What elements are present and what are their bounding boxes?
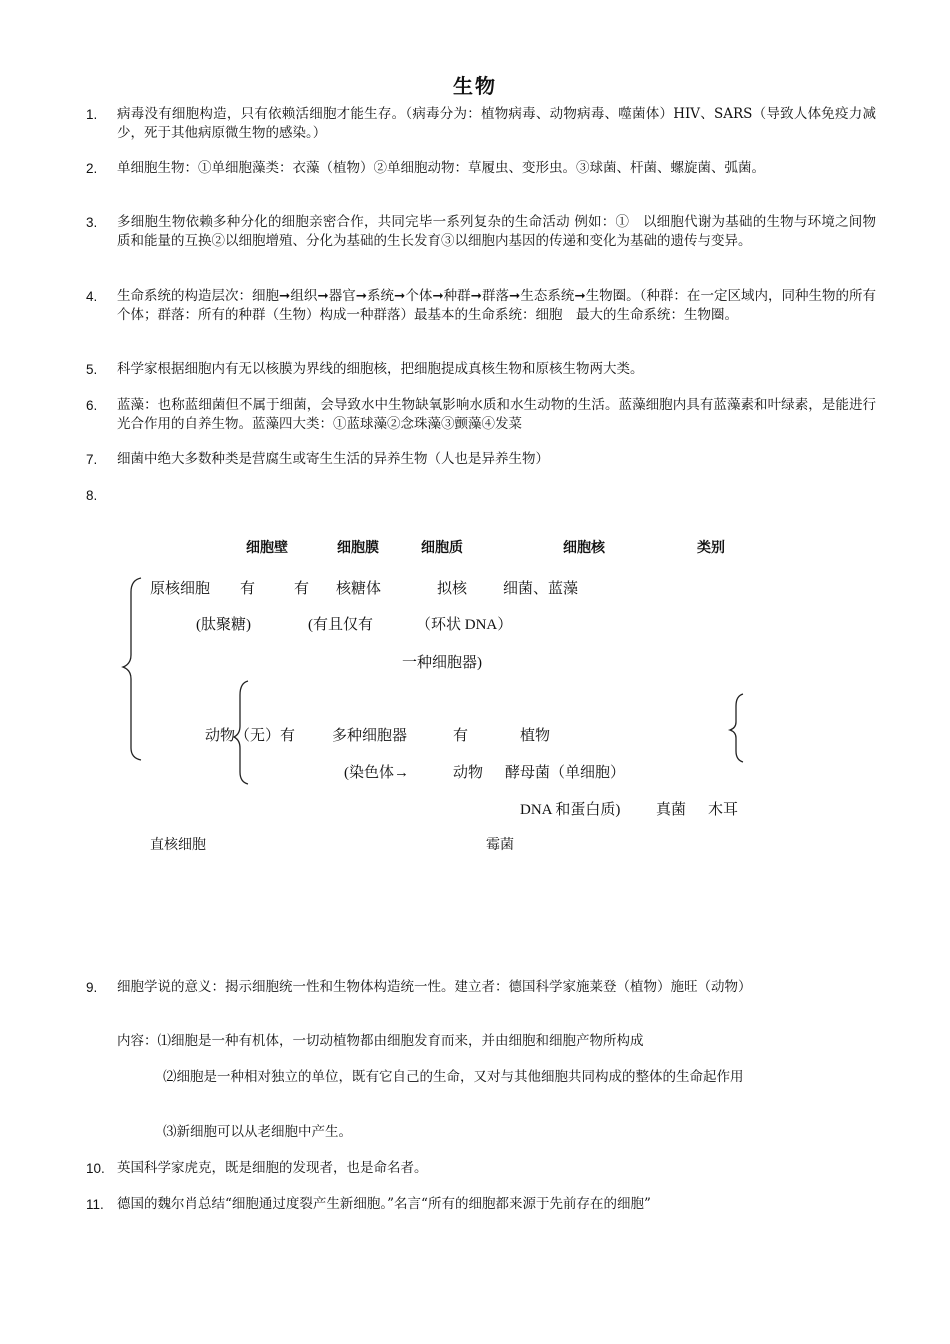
content-line-2: ⑵细胞是一种相对独立的单位，既有它自己的生命，又对与其他细胞共同构成的整体的生命起作用 <box>163 1069 744 1085</box>
item-number: 11. <box>86 1197 104 1212</box>
content-line-1: 内容：⑴细胞是一种有机体，一切动植物都由细胞发育而来，并由细胞和细胞产物所构成 <box>117 1033 644 1049</box>
item-number: 4. <box>86 289 98 304</box>
cell-text: (染色体→ <box>344 765 409 781</box>
item-text: 单细胞生物：①单细胞藻类：衣藻（植物）②单细胞动物：草履虫、变形虫。③球菌、杆菌、螺旋菌、弧菌。 <box>117 160 765 176</box>
right-brace <box>730 694 743 762</box>
cell-text: (肽聚糖) <box>196 617 251 633</box>
label-eukaryote: 直核细胞 <box>150 838 206 853</box>
cell-text: (有且仅有 <box>308 617 373 633</box>
cell-text: 霉菌 <box>486 838 514 853</box>
cell-text: 有 <box>240 581 256 597</box>
page-title: 生物 <box>453 74 497 98</box>
cell-text: DNA 和蛋白质) <box>520 802 621 818</box>
header-cytoplasm: 细胞质 <box>421 539 463 555</box>
content-line-3: ⑶新细胞可以从老细胞中产生。 <box>163 1124 352 1140</box>
header-nucleus: 细胞核 <box>563 539 605 555</box>
cell-text: 动物 <box>453 765 484 781</box>
item-text: 病毒没有细胞构造，只有依赖活细胞才能生存。（病毒分为：植物病毒、动物病毒、噬菌体）HIV、SARS（导致人体免疫力减少，死于其他病原微生物的感染。） <box>117 106 876 141</box>
cell-text: 有 <box>453 728 469 744</box>
list-item <box>86 1195 876 1214</box>
item-number: 9. <box>86 980 98 995</box>
cell-text: 真菌 <box>656 802 687 818</box>
item-text: 细菌中绝大多数种类是营腐生或寄生生活的异养生物（人也是异养生物） <box>117 451 549 467</box>
item-text: 科学家根据细胞内有无以核膜为界线的细胞核，把细胞提成真核生物和原核生物两大类。 <box>117 361 644 377</box>
item-number: 2. <box>86 161 98 176</box>
header-cell-membrane: 细胞膜 <box>337 539 379 555</box>
header-cell-wall: 细胞壁 <box>246 539 288 555</box>
cell-text: 细菌、蓝藻 <box>503 581 579 597</box>
cell-text: 酵母菌（单细胞） <box>505 765 626 781</box>
cell-text: 核糖体 <box>336 581 382 597</box>
list-item <box>86 978 876 997</box>
item-text: 多细胞生物依赖多种分化的细胞亲密合作，共同完毕一系列复杂的生命活动 例如：① 以细胞代谢为基础的生物与环境之间物质和能量的互换②以细胞增殖、分化为基础的生长发育③以细胞内基因的传递和变化为基础的遗传与变异。 <box>117 214 876 249</box>
item-text: 英国科学家虎克，既是细胞的发现者，也是命名者。 <box>117 1160 428 1176</box>
left-brace-large <box>123 578 141 760</box>
item-text: 蓝藻：也称蓝细菌但不属于细菌，会导致水中生物缺氧影响水质和水生动物的生活。蓝藻细胞内具有蓝藻素和叶绿素，是能进行光合作用的自养生物。蓝藻四大类：①蓝球藻②念珠藻③颤藻④发菜 <box>117 397 876 432</box>
item-number: 10. <box>86 1161 105 1176</box>
item-text: 细胞学说的意义：揭示细胞统一性和生物体构造统一性。建立者：德国科学家施莱登（植物）施旺（动物） <box>117 979 752 995</box>
item-number: 5. <box>86 362 98 377</box>
cell-text: 动物（无）有 <box>205 728 296 744</box>
cell-text: 木耳 <box>708 802 739 818</box>
item-number: 6. <box>86 398 98 413</box>
cell-text: 多种细胞器 <box>332 728 408 744</box>
label-prokaryote: 原核细胞 <box>150 581 211 597</box>
item-number: 7. <box>86 452 98 467</box>
cell-text: 一种细胞器) <box>402 655 482 671</box>
cell-text: 有 <box>294 581 310 597</box>
cell-text: 植物 <box>520 728 551 744</box>
header-category: 类别 <box>697 539 725 555</box>
item-text: 德国的魏尔肖总结“细胞通过度裂产生新细胞。”名言“所有的细胞都来源于先前存在的细胞” <box>117 1196 651 1212</box>
cell-text: （环状 DNA） <box>416 617 513 633</box>
item-number: 3. <box>86 215 98 230</box>
item-text: 生命系统的构造层次：细胞➞组织➞器官➞系统➞个体➞种群➞群落➞生态系统➞生物圈。（种群：在一定区域内，同种生物的所有个体；群落：所有的种群（生物）构成一种群落）最基本的生命系统：细胞 最大的生命系统：生物圈。 <box>117 288 876 323</box>
list-item <box>86 1159 876 1178</box>
item-number: 1. <box>86 107 98 122</box>
item-number: 8. <box>86 488 98 503</box>
cell-text: 拟核 <box>437 581 468 597</box>
